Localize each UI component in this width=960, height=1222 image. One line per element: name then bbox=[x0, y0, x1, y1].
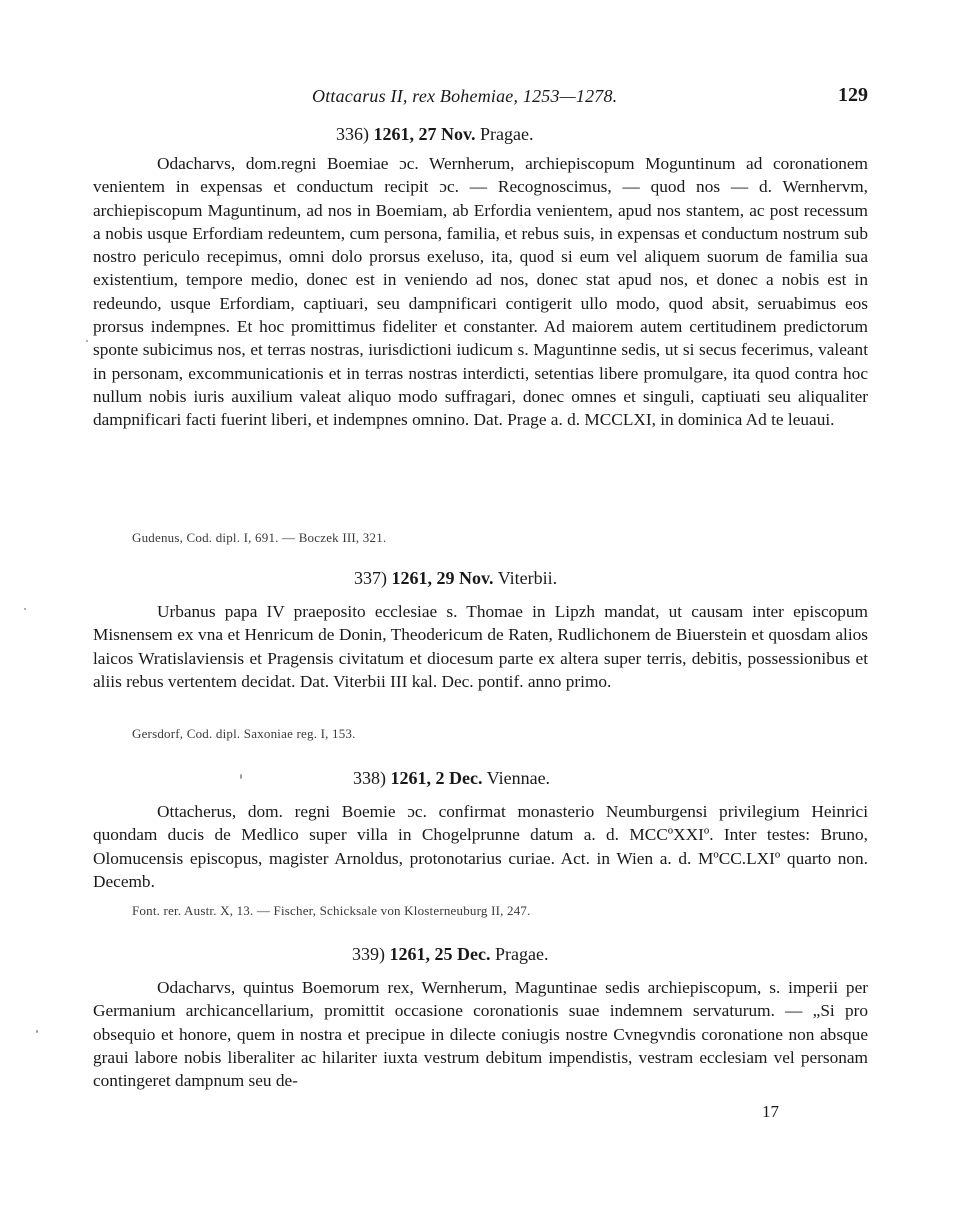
entry-source: Gudenus, Cod. dipl. I, 691. — Boczek III, 321. bbox=[132, 530, 387, 545]
entry-heading bbox=[352, 944, 548, 965]
entry-text bbox=[93, 152, 868, 432]
entry-paragraph: Odacharvs, quintus Boemorum rex, Wernherum, Maguntinae sedis archiepiscopum, s. imperii per Germanium archicancellarium, promittit occasione coronationis suae indemnem servaturum. — „Si pro obsequio et honore, quem in nostra et precipue in dilecte coniugis nostre Cvnegvndis coronatione non absque graui labore nobis liberaliter ac hilariter iuxta vestrum debitum impendistis, vestram ecclesiam vel personam contingeret dampnum seu de- bbox=[93, 978, 868, 1091]
entry-place: Pragae. bbox=[480, 124, 534, 144]
page-header bbox=[0, 86, 960, 110]
entry-date: 1261, 25 Dec. bbox=[389, 944, 491, 964]
entry-heading bbox=[336, 124, 534, 145]
entry-paragraph: Ottacherus, dom. regni Boemie ɔc. confirmat monasterio Neumburgensi privilegium Heinrici quondam ducis de Medlico super villa in Chogelprunne datum a. d. MCCºXXIº. Inter testes: Bruno, Olomucensis episcopus, magister Arnoldus, protonotarius curiae. Act. in Wien a. d. MºCC.LXIº quarto non. Decemb. bbox=[93, 802, 868, 891]
entry-date: 1261, 2 Dec. bbox=[390, 768, 483, 788]
entry-heading bbox=[353, 768, 550, 789]
scan-speck bbox=[36, 1030, 38, 1033]
scan-speck bbox=[240, 774, 242, 779]
entry-place: Viennae. bbox=[486, 768, 551, 788]
signature-mark: 17 bbox=[762, 1102, 779, 1121]
entry-number: 337) bbox=[354, 568, 387, 588]
entry-date: 1261, 29 Nov. bbox=[391, 568, 494, 588]
page-number: 129 bbox=[838, 84, 868, 106]
entry-date: 1261, 27 Nov. bbox=[373, 124, 476, 144]
scan-speck bbox=[86, 340, 88, 342]
scan-speck bbox=[24, 608, 26, 610]
entry-text bbox=[93, 800, 868, 893]
entry-paragraph: Odacharvs, dom.regni Boemiae ɔc. Wernherum, archiepiscopum Moguntinum ad coronationem venientem in expensas et conductum recipit ɔc. — Recognoscimus, — quod nos — d. Wernhervm, archiepiscopum Maguntinum, ad nos in Boemiam, ab Erfordia venientem, apud nos stantem, ac post recessum a nobis usque Erfordiam redeuntem, cum persona, familia, et rebus suis, in expensas et conductum nostrum sub nostro periculo recepimus, omni dolo prorsus exeluso, ita, quod si eum vel aliquem suorum de familia sua existentium, tempore medio, donec est in veniendo ad nos, donec stat apud nos, et donec a nobis est in redeundo, usque Erfordiam, captiuari, seu dampnificari contigerit ullo modo, quod absit, seruabimus eos prorsus indempnes. Et hoc promittimus fideliter et constanter. Ad maiorem autem certitudinem predictorum sponte subicimus nos, et terras nostras, iurisdictioni iudicum s. Maguntinne sedis, ut si secus fecerimus, valeant in personam, excommunicationis et in terras nostras interdicti, setentias libere promulgare, ita quod contra hoc nullum nobis iuris auxilium valeat aliquo modo suffragari, donec omnes et singuli, captiuati seu aliqualiter dampnificari facti fuerint liberi, et indempnes omnino. Dat. Prage a. d. MCCLXI, in dominica Ad te leuaui. bbox=[93, 154, 868, 430]
entry-text bbox=[93, 600, 868, 693]
entry-place: Pragae. bbox=[494, 944, 549, 964]
entry-paragraph: Urbanus papa IV praeposito ecclesiae s. Thomae in Lipzh mandat, ut causam inter episcopum Misnensem ex vna et Henricum de Donin, Theodericum de Raten, Rudlichonem de Biuerstein et quosdam alios laicos Wratislaviensis et Pragensis civitatum et diocesum parte ex altera super terris, debitis, possessionibus et aliis rebus vertentem decidat. Dat. Viterbii III kal. Dec. pontif. anno primo. bbox=[93, 602, 868, 691]
entry-text bbox=[93, 976, 868, 1092]
entry-source: Font. rer. Austr. X, 13. — Fischer, Schicksale von Klosterneuburg II, 247. bbox=[132, 903, 531, 918]
entry-number: 336) bbox=[336, 124, 369, 144]
running-title: Ottacarus II, rex Bohemiae, 1253—1278. bbox=[312, 86, 618, 106]
entry-place: Viterbii. bbox=[497, 568, 558, 588]
entry-number: 339) bbox=[352, 944, 385, 964]
entry-source: Gersdorf, Cod. dipl. Saxoniae reg. I, 153. bbox=[132, 726, 356, 741]
entry-number: 338) bbox=[353, 768, 386, 788]
entry-heading bbox=[354, 568, 557, 589]
